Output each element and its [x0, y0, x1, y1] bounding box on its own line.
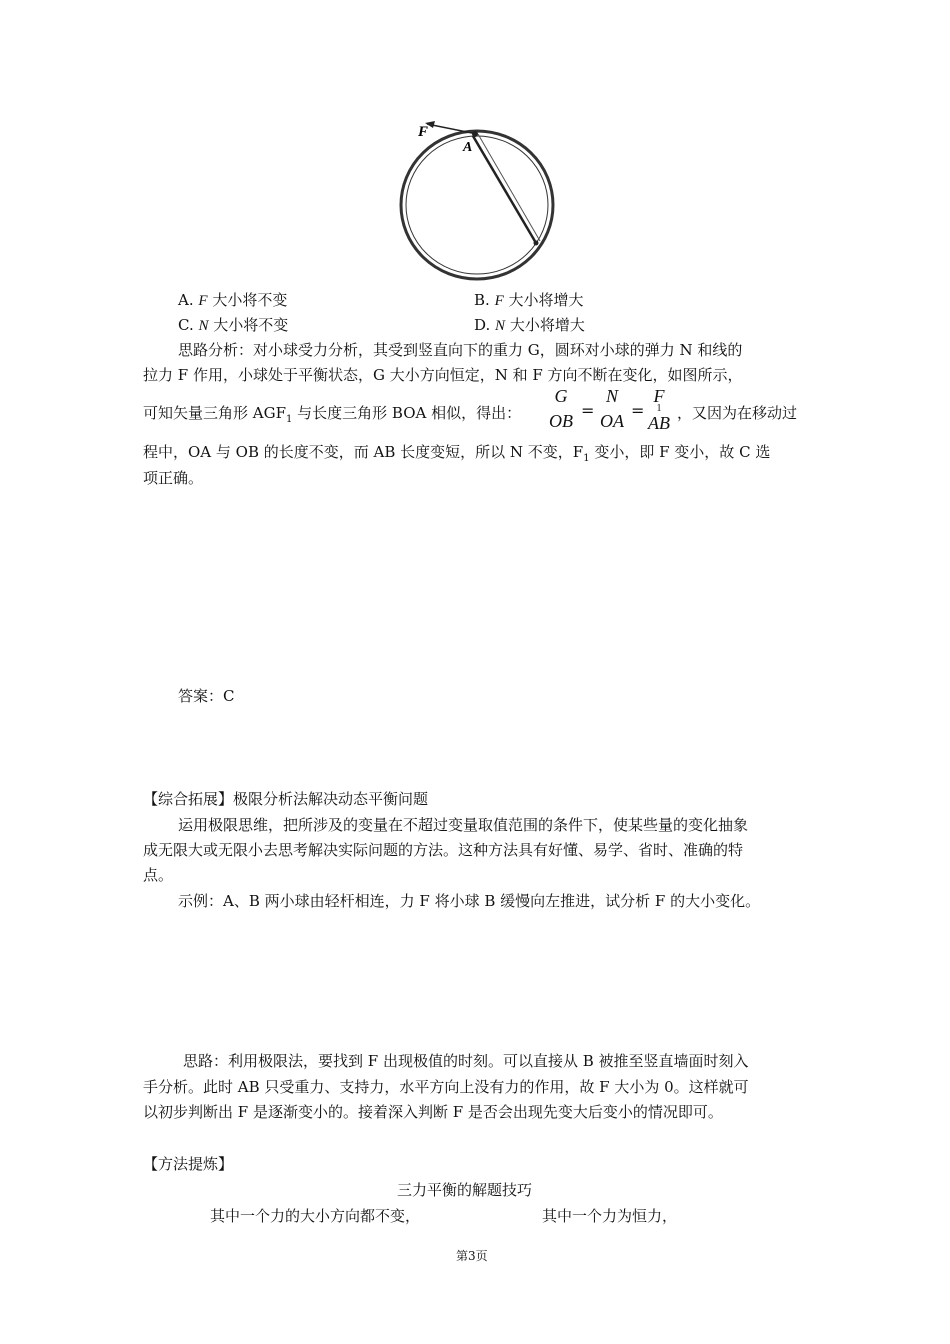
- analysis-line-1: 思路分析：对小球受力分析，其受到竖直向下的重力 G，圆环对小球的弹力 N 和线的: [178, 341, 743, 359]
- point-B: [534, 241, 539, 246]
- extension-para-line-2: 成无限大或无限小去思考解决实际问题的方法。这种方法具有好懂、易学、省时、准确的特: [143, 841, 744, 859]
- ring: [401, 131, 553, 279]
- fraction-3: F 1 AB: [648, 386, 670, 433]
- extension-heading: 【综合拓展】极限分析法解决动态平衡问题: [143, 790, 429, 808]
- string-line-inner: [478, 134, 540, 241]
- force-arrow: [427, 124, 477, 134]
- fraction-1: G OB: [549, 386, 573, 431]
- analysis-line-5: 项正确。: [143, 469, 204, 487]
- idea-line-1: 思路：利用极限法，要找到 F 出现极值的时刻。可以直接从 B 被推至竖直墙面时刻入: [183, 1052, 749, 1070]
- page-number: 第3页: [456, 1249, 488, 1263]
- example-text: 示例：A、B 两小球由轻杆相连，力 F 将小球 B 缓慢向左推进，试分析 F 的大小变化。: [178, 892, 761, 910]
- analysis-line-3-end: ，又因为在移动过: [677, 404, 798, 422]
- answer: 答案：C: [178, 687, 235, 705]
- method-heading: 【方法提炼】: [143, 1155, 234, 1173]
- method-title: 三力平衡的解题技巧: [397, 1181, 533, 1199]
- label-A: A: [463, 140, 473, 155]
- idea-line-3: 以初步判断出 F 是逐渐变小的。接着深入判断 F 是否会出现先变大后变小的情况即可。: [143, 1103, 723, 1121]
- string-line: [473, 136, 536, 243]
- analysis-line-2: 拉力 F 作用，小球处于平衡状态，G 大小方向恒定，N 和 F 方向不断在变化，如图所示，: [143, 366, 743, 384]
- method-left-text: 其中一个力的大小方向都不变，: [210, 1207, 421, 1225]
- extension-para-line-1: 运用极限思维，把所涉及的变量在不超过变量取值范围的条件下，使某些量的变化抽象: [178, 816, 749, 834]
- equals-2: =: [631, 401, 645, 420]
- extension-para-line-3: 点。: [143, 866, 174, 884]
- ball-A: [472, 131, 478, 137]
- option-a: A. F 大小将不变: [178, 291, 288, 309]
- option-d: D. N 大小将增大: [474, 316, 585, 334]
- fraction-2: N OA: [600, 386, 624, 431]
- ring-figure: [395, 112, 560, 284]
- option-b: B. F 大小将增大: [474, 291, 584, 309]
- analysis-line-3: 可知矢量三角形 $AGF_1$ 与长度三角形 BOA 相似，得出：: [143, 404, 522, 425]
- equals-1: =: [581, 401, 595, 420]
- analysis-line-4: 程中，OA 与 OB 的长度不变，而 AB 长度变短，所以 N 不变，$F_1$ 变小，即 F 变小，故 C 选: [143, 443, 771, 464]
- method-right-text: 其中一个力为恒力，: [542, 1207, 678, 1225]
- idea-line-2: 手分析。此时 AB 只受重力、支持力，水平方向上没有力的作用，故 F 大小为 0。这样就可: [143, 1078, 749, 1096]
- option-c: C. N 大小将不变: [178, 316, 289, 334]
- label-F: F: [418, 124, 429, 140]
